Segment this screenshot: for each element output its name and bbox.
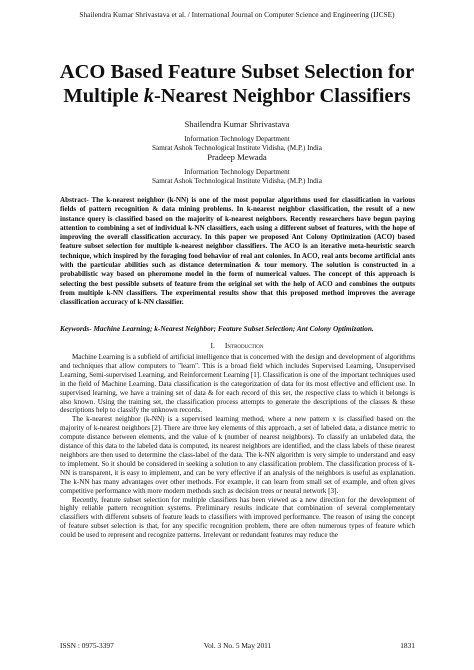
paper-title	[20, 60, 454, 108]
body-text	[60, 353, 415, 540]
footer-issn: ISSN : 0975-3397	[60, 641, 114, 650]
author-institute: Samrat Ashok Technological Institute Vidisha, (M.P.) India	[152, 144, 322, 153]
author-name: Shailendra Kumar Shrivastava	[184, 119, 290, 129]
author-department: Information Technology Department	[184, 168, 290, 176]
title-line-2-k: k	[143, 85, 154, 107]
author-department: Information Technology Department	[184, 135, 290, 143]
body-paragraph: The k-nearest neighbor (k-NN) is a supervised learning method, where a new pattern x is classified based on the majority of k-nearest neighbors [2]. There are three key elements of this approach, a set of labeled data, a distance metric to compute distance between elements, and the value of k (number of nearest neighbors). To classify an unlabeled data, the distance of this data to the labeled data is computed, its nearest neighbors are identified, and the class labels of these nearest neighbors are then used to determine the class-label of the data. The k-NN algorithm is very simple to understand and easy to implement. So it should be considered in seeking a solution to any classification problem. The classification process of k-NN is transparent, it is easy to implement, and can be very effective if an analysis of the neighbors is useful as explanation. The k-NN has many advantages over other methods. For example, it can learn from small set of example, and often gives competitive performance with more modern methods such as decision trees or neural network [3].	[60, 415, 415, 495]
author-name: Pradeep Mewada	[207, 152, 267, 162]
body-paragraph: Recently, feature subset selection for multiple classifiers has been viewed as a new direction for the development of highly reliable pattern recognition systems. Preliminary results indicate that combination of several complementary classifiers with different subsets of feature leads to classifiers with improved performance. The reason of using the concept of feature subset selection is that, for any specific recognition problem, there are often numerous types of feature which could be used to represent and recognize patterns. Irrelevant or redundant features may reduce the	[60, 495, 415, 540]
running-head: Shailendra Kumar Shrivastava et al. / International Journal on Computer Science and Engineering (IJCSE)	[79, 10, 395, 19]
author-block-1	[0, 119, 474, 154]
footer-page-number: 1831	[400, 641, 415, 650]
title-line-2	[20, 84, 454, 108]
section-title: Introduction	[224, 341, 264, 350]
title-line-1: ACO Based Feature Subset Selection for	[59, 61, 415, 83]
author-institute: Samrat Ashok Technological Institute Vidisha, (M.P.) India	[152, 177, 322, 186]
body-paragraph: Machine Learning is a subfield of artificial intelligence that is concerned with the design and development of algorithms and techniques that allow computers to "learn". This is a broad field which includes Supervised Learning, Unsupervised Learning, Semi-supervised Learning, and Reinforcement Learning [1]. Classification is one of the important techniques used in the field of Machine Learning. Data classification is the categorization of data for its most effective and efficient use. In supervised learning, we have a training set of data & for each record of this set, the respective class to which it belongs is also known. Using the training set, the classification process attempts to generate the descriptions of the classes & these descriptions help to classify the unknown records.	[60, 353, 415, 415]
section-number: I.	[210, 341, 215, 350]
title-line-2-post: -Nearest Neighbor Classifiers	[153, 85, 411, 107]
section-heading	[0, 341, 474, 351]
abstract: Abstract- The k-nearest neighbor (k-NN) is one of the most popular algorithms used for classification in various fields of pattern recognition & data mining problems. In k-nearest neighbor classification, the result of a new instance query is classified based on the majority of k-nearest neighbors. Recently researchers have begun paying attention to combining a set of individual k-NN classifiers, each using a different subset of features, with the hope of improving the overall classification accuracy. In this paper we proposed Ant Colony Optimization (ACO) based feature subset selection for multiple k-nearest neighbor classifiers. The ACO is an iterative meta-heuristic search technique, which inspired by the foraging food behavior of real ant colonies. In ACO, real ants become artificial ants with the particular abilities such as distance determination & tour memory. The solution is constructed in a probabilistic way based on pheromone model in the form of numerical values. The concept of this approach is selecting the best possible subsets of feature from the original set with the help of ACO and combines the outputs from multiple k-NN classifiers. The experimental results show that this proposed method improves the average classification accuracy of k-NN classifier.	[60, 196, 415, 307]
title-line-2-pre: Multiple	[63, 85, 144, 107]
author-block-2	[0, 152, 474, 187]
footer-volume: Vol. 3 No. 5 May 2011	[203, 641, 272, 650]
keywords: Keywords- Machine Learning; k-Nearest Neighbor; Feature Subset Selection; Ant Colony Optimization.	[60, 324, 374, 333]
